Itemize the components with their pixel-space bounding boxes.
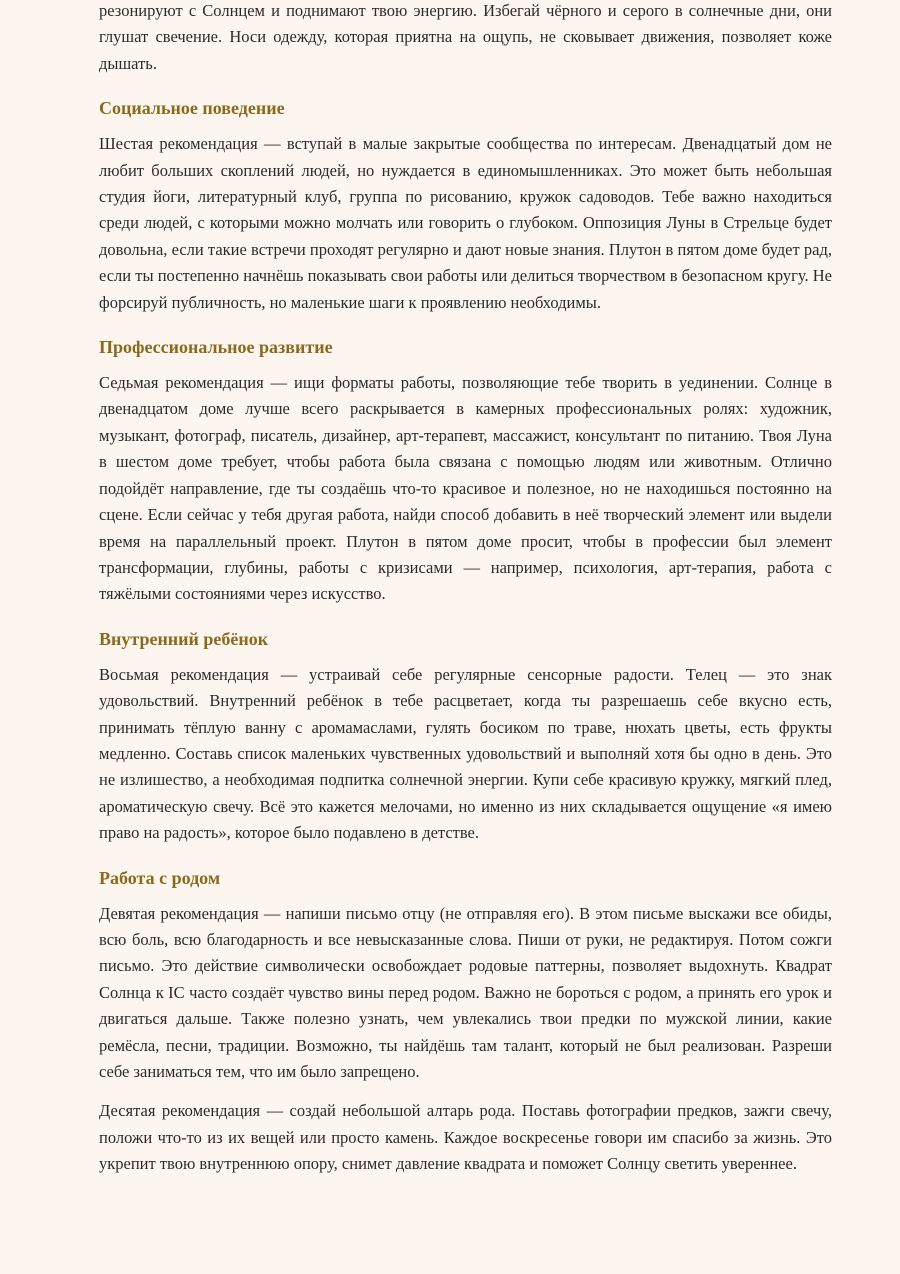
document-page	[99, 0, 832, 1178]
section-heading-inner-child: Внутренний ребёнок	[99, 628, 269, 649]
intro-paragraph: резонируют с Солнцем и поднимают твою энергию. Избегай чёрного и серого в солнечные дни, они глушат свечение. Носи одежду, которая приятна на ощупь, не сковывает движения, позволяет коже дышать.	[99, 1, 832, 73]
section-heading-family: Работа с родом	[99, 867, 221, 888]
section-professional-paragraph: Седьмая рекомендация — ищи форматы работы, позволяющие тебе творить в уединении. Солнце в двенадцатом доме лучше всего раскрывается в камерных профессиональных ролях: художник, музыкант, фотограф, писатель, дизайнер, арт-терапевт, массажист, консультант по питанию. Твоя Луна в шестом доме требует, чтобы работа была связана с помощью людям или животным. Отлично подойдёт направление, где ты создаёшь что-то красивое и полезное, но не находишься постоянно на сцене. Если сейчас у тебя другая работа, найди способ добавить в неё творческий элемент или выдели время на параллельный проект. Плутон в пятом доме просит, чтобы в профессии был элемент трансформации, глубины, работы с кризисами — например, психология, арт-терапия, работа с тяжёлыми состояниями через искусство.	[99, 373, 832, 604]
section-social-paragraph: Шестая рекомендация — вступай в малые закрытые сообщества по интересам. Двенадцатый дом не любит больших скоплений людей, но нуждается в единомышленниках. Это может быть небольшая студия йоги, литературный клуб, группа по рисованию, кружок садоводов. Тебе важно находиться среди людей, с которыми можно молчать или говорить о глубоком. Оппозиция Луны в Стрельце будет довольна, если такие встречи проходят регулярно и дают новые знания. Плутон в пятом доме будет рад, если ты постепенно начнёшь показывать свои работы или делиться творчеством в безопасном кругу. Не форсируй публичность, но маленькие шаги к проявлению необходимы.	[99, 134, 832, 312]
section-heading-professional: Профессиональное развитие	[99, 337, 333, 358]
section-heading-social: Социальное поведение	[99, 98, 285, 119]
section-family-paragraph-1: Девятая рекомендация — напиши письмо отцу (не отправляя его). В этом письме выскажи все обиды, всю боль, всю благодарность и все невысказанные слова. Пиши от руки, не редактируя. Потом сожги письмо. Это действие символически освобождает родовые паттерны, позволяет выдохнуть. Квадрат Солнца к IC часто создаёт чувство вины перед родом. Важно не бороться с родом, а принять его урок и двигаться дальше. Также полезно узнать, чем увлекались твои предки по мужской линии, какие ремёсла, песни, традиции. Возможно, ты найдёшь там талант, который не был реализован. Разреши себе заниматься тем, что им было запрещено.	[99, 903, 832, 1081]
section-family-paragraph-2: Десятая рекомендация — создай небольшой алтарь рода. Поставь фотографии предков, зажги свечу, положи что-то из их вещей или просто камень. Каждое воскресенье говори им спасибо за жизнь. Это укрепит твою внутреннюю опору, снимет давление квадрата и поможет Солнцу светить увереннее.	[99, 1101, 832, 1174]
section-inner-child-paragraph: Восьмая рекомендация — устраивай себе регулярные сенсорные радости. Телец — это знак удовольствий. Внутренний ребёнок в тебе расцветает, когда ты разрешаешь себе вкусно есть, принимать тёплую ванну с аромамаслами, гулять босиком по траве, нюхать цветы, есть фрукты медленно. Составь список маленьких чувственных удовольствий и выполняй хотя бы одно в день. Это не излишество, а необходимая подпитка солнечной энергии. Купи себе красивую кружку, мягкий плед, ароматическую свечу. Всё это кажется мелочами, но именно из них складывается ощущение «я имею право на радость», которое было подавлено в детстве.	[99, 664, 832, 843]
